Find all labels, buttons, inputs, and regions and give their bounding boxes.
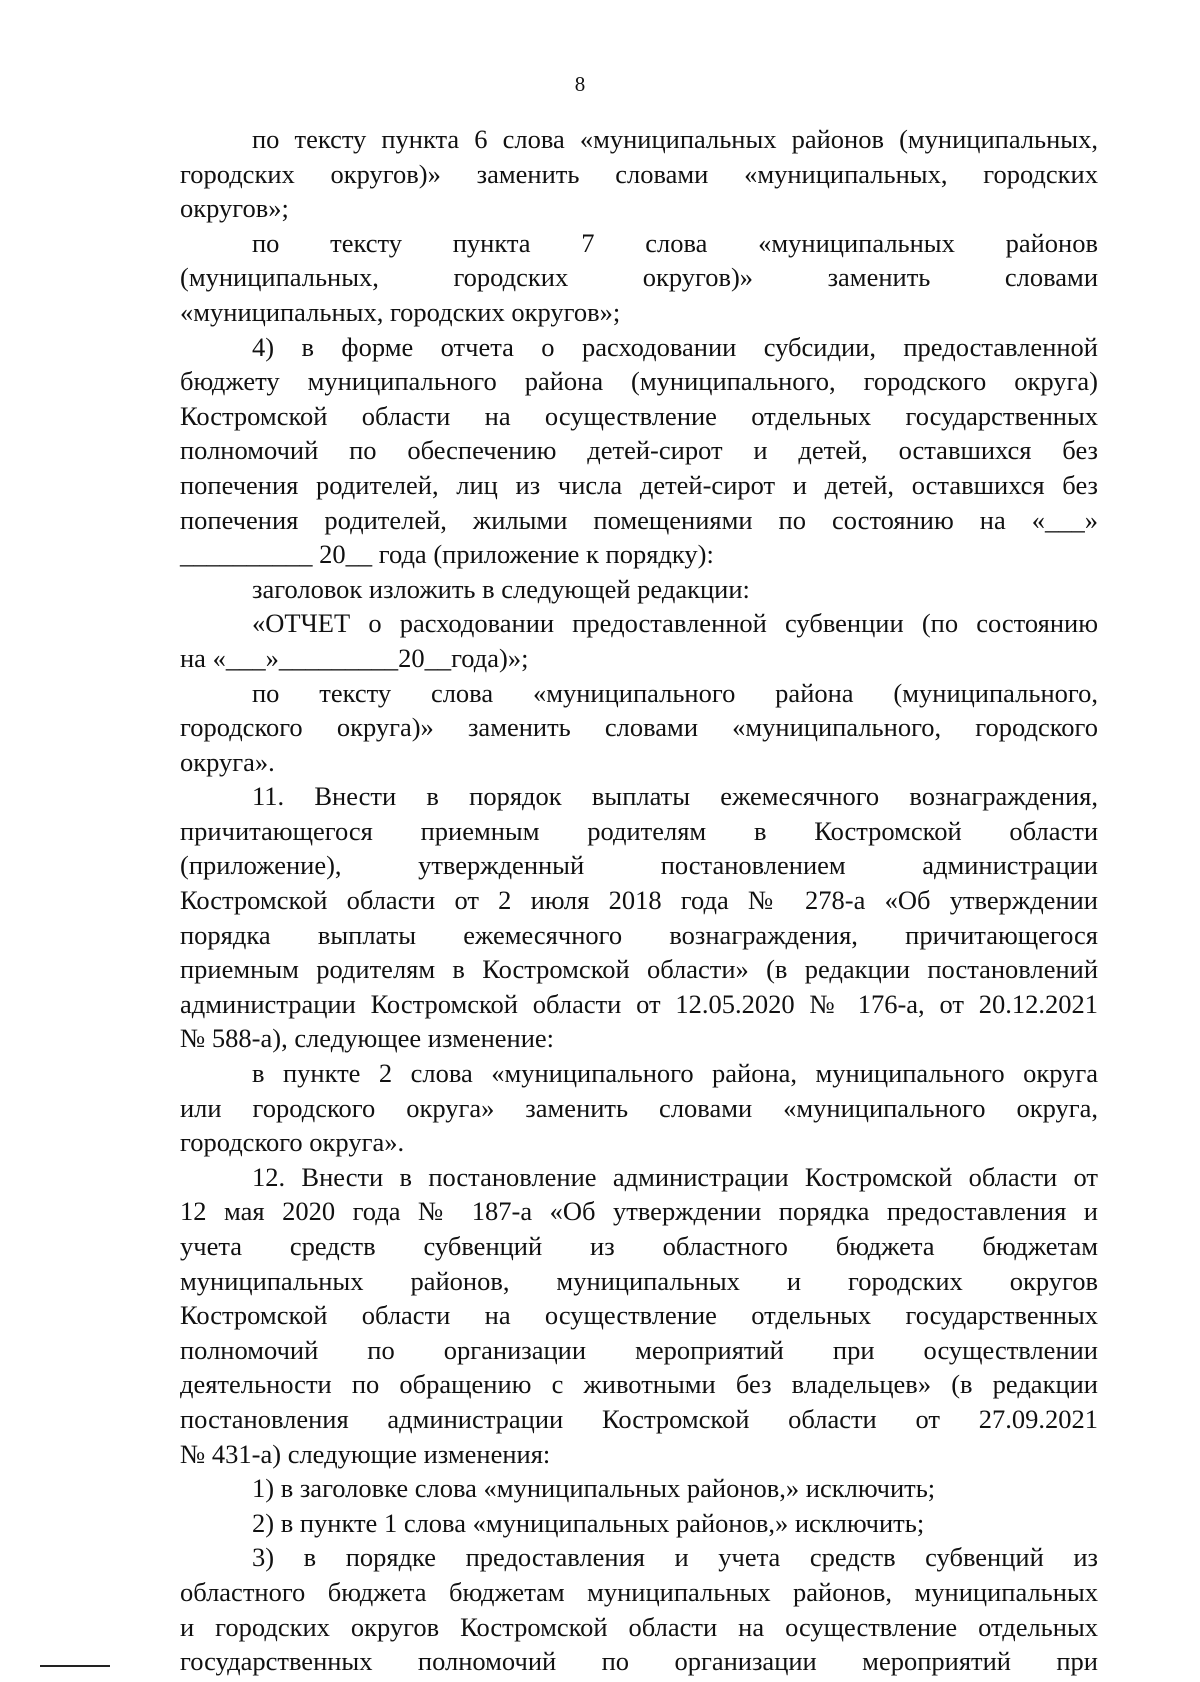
text-line: муниципальных районов, муниципальных и городских округов [180, 1265, 1098, 1296]
text-line: 4) в форме отчета о расходовании субсидии, предоставленной [252, 331, 1098, 362]
text-line: 12 мая 2020 года № 187-а «Об утверждении порядка предоставления и [180, 1196, 1098, 1227]
text-line: 3) в порядке предоставления и учета средств субвенций из [252, 1542, 1098, 1573]
text-line: «ОТЧЕТ о расходовании предоставленной субвенции (по состоянию [252, 608, 1098, 639]
text-line: 1) в заголовке слова «муниципальных районов,» исключить; [252, 1473, 936, 1504]
text-line: по тексту слова «муниципального района (муниципального, [252, 677, 1098, 708]
text-line: городского округа». [180, 1127, 405, 1158]
text-line: полномочий по организации мероприятий при осуществлении [180, 1334, 1098, 1365]
text-line: причитающегося приемным родителям в Костромской области [180, 815, 1098, 846]
text-line: (приложение), утвержденный постановлением администрации [180, 850, 1098, 881]
text-line: округов»; [180, 193, 289, 224]
text-line: попечения родителей, лиц из числа детей-сирот и детей, оставшихся без [180, 469, 1098, 500]
text-line: по тексту пункта 6 слова «муниципальных районов (муниципальных, [252, 124, 1098, 154]
body-text [180, 122, 1098, 1679]
footer-rule [40, 1665, 110, 1667]
text-line: деятельности по обращению с животными без владельцев» (в редакции [180, 1369, 1098, 1400]
text-line: 12. Внести в постановление администрации Костромской области от [252, 1161, 1098, 1192]
text-line: Костромской области от 2 июля 2018 года № 278-а «Об утверждении [180, 885, 1098, 916]
text-line: государственных полномочий по организации мероприятий при [180, 1646, 1098, 1677]
text-line: полномочий по обеспечению детей-сирот и детей, оставшихся без [180, 435, 1098, 466]
text-line: Костромской области на осуществление отдельных государственных [180, 400, 1098, 431]
text-line: на «___»_________20__года)»; [180, 642, 529, 673]
text-line: и городских округов Костромской области на осуществление отдельных [180, 1611, 1098, 1642]
text-line: по тексту пункта 7 слова «муниципальных районов [252, 227, 1098, 258]
text-line: (муниципальных, городских округов)» заменить словами [180, 262, 1098, 293]
text-line: 11. Внести в порядок выплаты ежемесячного вознаграждения, [252, 781, 1098, 812]
text-line: постановления администрации Костромской области от 27.09.2021 [180, 1403, 1098, 1434]
text-line: городского округа)» заменить словами «муниципального, городского [180, 712, 1098, 743]
text-line: __________ 20__ года (приложение к порядку): [180, 539, 714, 570]
text-line: заголовок изложить в следующей редакции: [252, 573, 750, 604]
text-line: 2) в пункте 1 слова «муниципальных районов,» исключить; [252, 1507, 925, 1538]
text-line: округа». [180, 746, 275, 777]
text-line: городских округов)» заменить словами «муниципальных, городских [180, 158, 1098, 189]
text-line: учета средств субвенций из областного бюджета бюджетам [180, 1231, 1098, 1261]
text-line: областного бюджета бюджетам муниципальных районов, муниципальных [180, 1576, 1098, 1607]
text-line: в пункте 2 слова «муниципального района, муниципального округа [252, 1058, 1098, 1089]
text-line: бюджету муниципального района (муниципального, городского округа) [180, 366, 1098, 397]
text-line: № 431-а) следующие изменения: [180, 1438, 551, 1469]
text-line: или городского округа» заменить словами «муниципального округа, [180, 1092, 1098, 1123]
text-line: администрации Костромской области от 12.05.2020 № 176-а, от 20.12.2021 [180, 988, 1098, 1019]
text-line: № 588-а), следующее изменение: [180, 1023, 555, 1054]
text-line: порядка выплаты ежемесячного вознаграждения, причитающегося [180, 919, 1098, 950]
text-line: «муниципальных, городских округов»; [180, 296, 621, 327]
page-number: 8 [574, 72, 586, 96]
text-line: Костромской области на осуществление отдельных государственных [180, 1300, 1098, 1331]
text-line: попечения родителей, жилыми помещениями по состоянию на «___» [180, 504, 1098, 535]
text-line: приемным родителям в Костромской области» (в редакции постановлений [180, 954, 1098, 985]
